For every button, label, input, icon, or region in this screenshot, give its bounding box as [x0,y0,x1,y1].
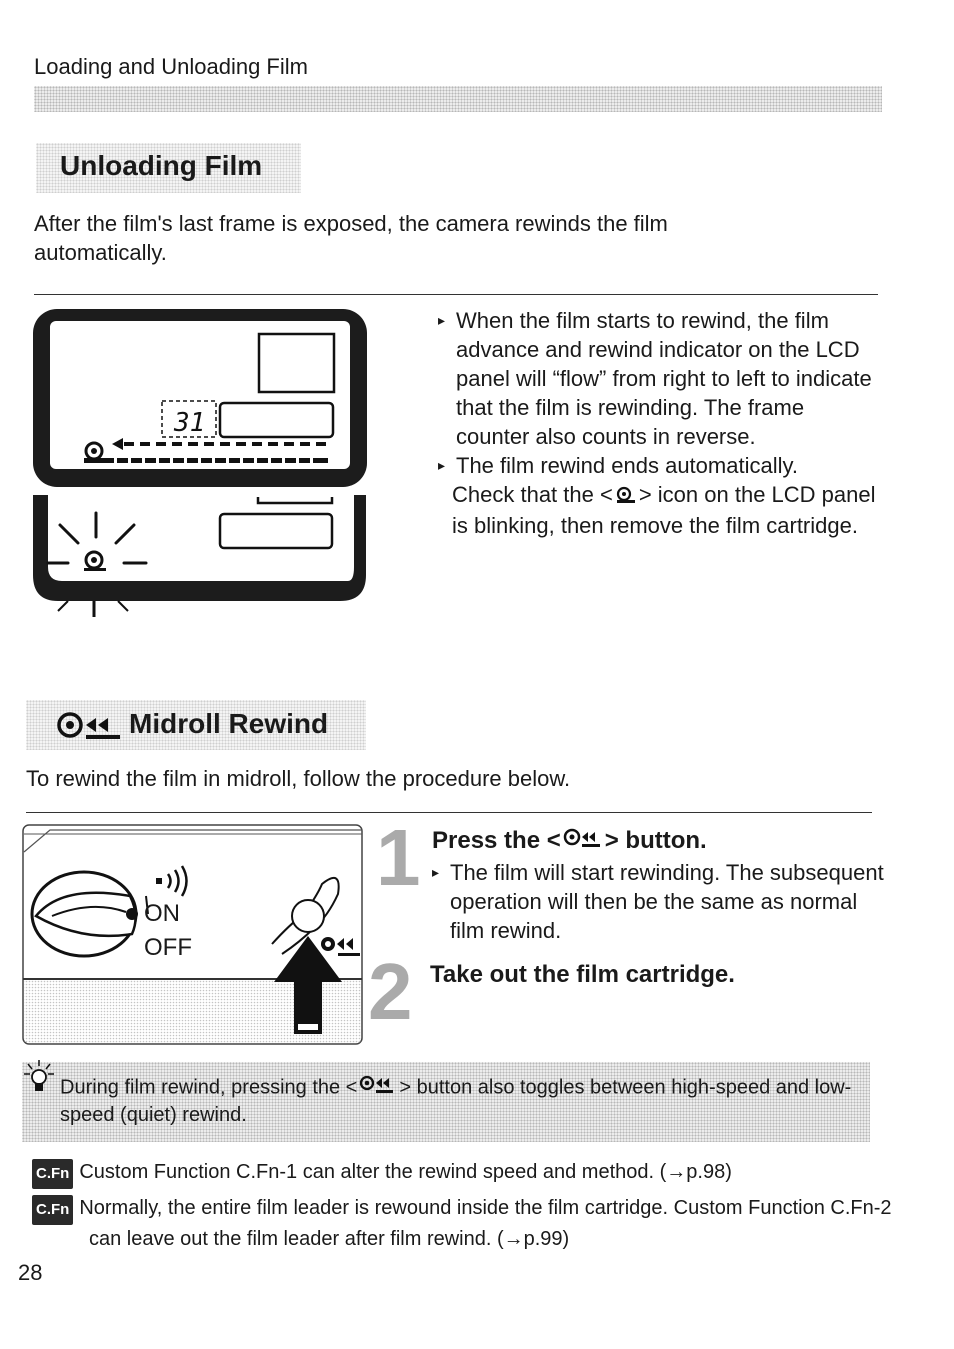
step-number-2: 2 [368,947,413,1036]
intro-text: After the film's last frame is exposed, the camera rewinds the film automatically. [34,211,668,265]
step2-heading: Take out the film cartridge. [430,961,735,988]
camera-switch-illustration [22,824,364,1046]
lcd-illustration [28,305,373,625]
check-line: Check that the < > icon on the LCD panel is blinking, then remove the film cartridge. [452,482,876,538]
frame-counter: 31 [174,408,206,438]
section-label: Loading and Unloading Film [34,54,308,79]
midroll-rewind-icon [56,711,124,746]
page-title: Unloading Film [60,150,263,181]
rewind-instructions [438,306,878,540]
header-bar [34,86,882,112]
tip-text: During film rewind, pressing the < > button also toggles between high-speed and low-speed (quiet) rewind. [60,1074,860,1129]
divider [26,812,872,813]
page-number: 28 [18,1260,43,1285]
midroll-intro: To rewind the film in midroll, follow the procedure below. [26,766,571,791]
midroll-button-icon [359,1074,397,1102]
step1-bullet: ▸ The film will start rewinding. The subsequent operation will then be the same as normal film rewind. [432,858,890,945]
cfn-badge: C.Fn [32,1159,73,1189]
section-heading: Midroll Rewind [129,708,329,739]
divider [34,294,878,295]
cfn-note-1: C.Fn Custom Function C.Fn-1 can alter the rewind speed and method. (→p.98) [32,1158,862,1189]
step-number-1: 1 [376,813,421,902]
switch-off-label: OFF [144,934,192,961]
bullet-item: ▸ When the film starts to rewind, the film advance and rewind indicator on the LCD panel will “flow” from right to left to indicate that the film is rewinding. The frame counter also counts in reverse. [438,306,878,451]
step1-heading: Press the < > button. [432,827,707,856]
rewind-cartridge-icon [615,482,637,511]
bullet-item: ▸ The film rewind ends automatically. [438,451,878,480]
cfn-badge: C.Fn [32,1195,73,1225]
lightbulb-icon [22,1058,56,1099]
midroll-button-icon [563,827,603,856]
cfn-note-2: C.Fn Normally, the entire film leader is rewound inside the film cartridge. Custom Function C.Fn-2 can leave out the film leader after film rewind. (→p.99) [32,1194,909,1253]
switch-on-label: ON [144,900,180,927]
